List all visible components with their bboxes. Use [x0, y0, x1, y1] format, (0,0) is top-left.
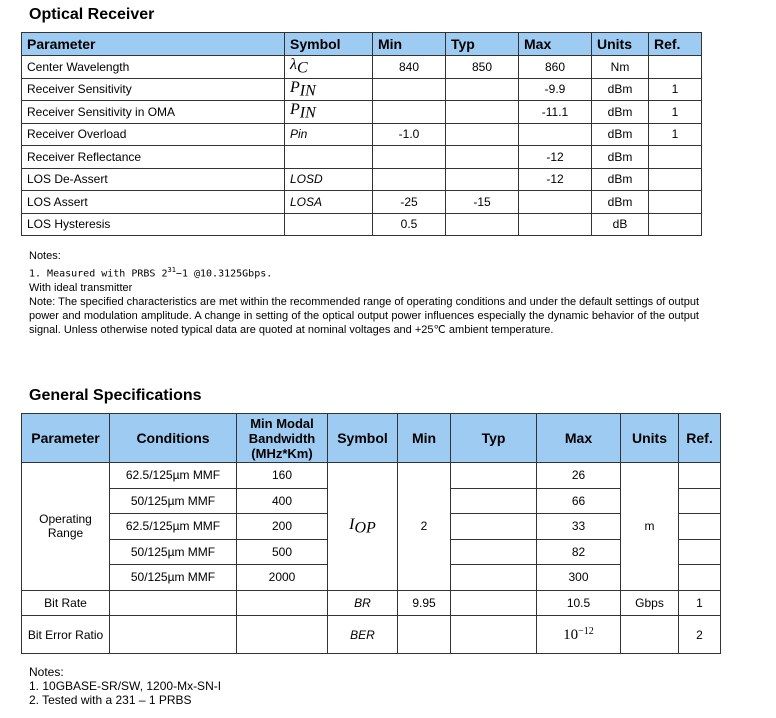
bandwidth-cell: 160 [237, 463, 328, 489]
units-cell: dB [592, 213, 649, 236]
table-row [22, 78, 702, 101]
max-cell: 66 [537, 488, 621, 514]
header-conditions: Conditions [110, 414, 237, 463]
param-cell: Receiver Sensitivity [22, 78, 285, 101]
condition-cell: 50/125µm MMF [110, 488, 237, 514]
condition-cell: 62.5/125µm MMF [110, 514, 237, 540]
symbol-cell [285, 56, 373, 79]
param-cell: LOS De-Assert [22, 168, 285, 191]
operating-range-min: 2 [398, 463, 451, 591]
symbol-cell: Pin [285, 123, 373, 146]
ref-cell [649, 146, 702, 169]
units-cell: Nm [592, 56, 649, 79]
note-2: With ideal transmitter [29, 282, 133, 295]
bitrate-param: Bit Rate [22, 590, 110, 616]
typ-cell [446, 101, 519, 124]
bandwidth-cell [237, 590, 328, 616]
table-row [22, 590, 721, 616]
ref-cell [679, 539, 721, 565]
param-cell: Receiver Sensitivity in OMA [22, 101, 285, 124]
condition-cell [110, 590, 237, 616]
header-typ: Typ [446, 33, 519, 56]
bandwidth-cell: 400 [237, 488, 328, 514]
condition-cell: 50/125µm MMF [110, 565, 237, 591]
note-1: 1. 10GBASE-SR/SW, 1200-Mx-SN-I [29, 679, 222, 693]
symbol-sub: OP [354, 518, 376, 536]
typ-cell [446, 123, 519, 146]
note-3: Note: The specified characteristics are met within the recommended range of operating conditions and under the default settings of output power and modulation amplitude. A change in setting of the optical output power influences especially the dynamic behavior of the output signal. Unless otherwise noted typical data are quoted at nominal voltages and +25℃ ambient temperature. [29, 296, 699, 337]
condition-cell: 62.5/125µm MMF [110, 463, 237, 489]
typ-cell [451, 463, 537, 489]
ref-cell [649, 168, 702, 191]
symbol-main: P [290, 78, 300, 96]
bitrate-max: 10.5 [537, 590, 621, 616]
symbol-cell [285, 213, 373, 236]
notes-label: Notes: [29, 665, 64, 679]
general-specifications-table [21, 413, 721, 654]
header-units: Units [592, 33, 649, 56]
condition-cell [110, 616, 237, 654]
general-specifications-title: General Specifications [29, 387, 202, 404]
max-cell: 26 [537, 463, 621, 489]
optical-receiver-title: Optical Receiver [29, 6, 155, 23]
table-row [22, 616, 721, 654]
typ-cell [451, 616, 537, 654]
header-max: Max [519, 33, 592, 56]
min-cell: -25 [373, 191, 446, 214]
ref-cell [679, 514, 721, 540]
param-cell: LOS Assert [22, 191, 285, 214]
table-row [22, 56, 702, 79]
ber-max [537, 616, 621, 654]
max-cell [519, 123, 592, 146]
ref-cell [679, 463, 721, 489]
table-header-row [22, 33, 702, 56]
bitrate-symbol: BR [328, 590, 398, 616]
max-cell: -12 [519, 146, 592, 169]
header-parameter: Parameter [22, 33, 285, 56]
max-cell: 33 [537, 514, 621, 540]
ref-cell [649, 191, 702, 214]
typ-cell [446, 146, 519, 169]
symbol-main: λ [290, 56, 297, 74]
table-row [22, 168, 702, 191]
condition-cell: 50/125µm MMF [110, 539, 237, 565]
optical-receiver-table [21, 32, 702, 236]
general-notes [29, 665, 221, 707]
operating-range-symbol [328, 463, 398, 591]
note-1-suffix: −1 @10.3125Gbps. [175, 268, 273, 280]
typ-cell [451, 514, 537, 540]
units-cell [621, 616, 679, 654]
header-parameter: Parameter [22, 414, 110, 463]
min-cell [373, 146, 446, 169]
param-cell: Receiver Reflectance [22, 146, 285, 169]
symbol-cell [285, 78, 373, 101]
ref-cell: 1 [649, 101, 702, 124]
ref-cell [679, 565, 721, 591]
units-cell: dBm [592, 168, 649, 191]
max-cell: 82 [537, 539, 621, 565]
header-ref: Ref. [649, 33, 702, 56]
ber-param: Bit Error Ratio [22, 616, 110, 654]
min-cell: 0.5 [373, 213, 446, 236]
units-cell: dBm [592, 123, 649, 146]
header-units: Units [621, 414, 679, 463]
min-cell [373, 78, 446, 101]
max-cell: -12 [519, 168, 592, 191]
typ-cell [451, 539, 537, 565]
header-min-modal-bandwidth: Min Modal Bandwidth (MHz*Km) [237, 414, 328, 463]
header-typ: Typ [451, 414, 537, 463]
bandwidth-cell: 200 [237, 514, 328, 540]
min-cell [398, 616, 451, 654]
units-cell: dBm [592, 191, 649, 214]
max-cell: -9.9 [519, 78, 592, 101]
bitrate-units: Gbps [621, 590, 679, 616]
ber-exp: −12 [578, 625, 594, 637]
max-cell [519, 191, 592, 214]
table-row [22, 213, 702, 236]
bandwidth-cell: 500 [237, 539, 328, 565]
units-cell: dBm [592, 146, 649, 169]
symbol-sub: IN [299, 81, 316, 99]
bandwidth-cell [237, 616, 328, 654]
symbol-main: I [349, 515, 355, 533]
optical-notes [29, 249, 699, 337]
param-cell: Center Wavelength [22, 56, 285, 79]
typ-cell [446, 213, 519, 236]
symbol-cell [285, 101, 373, 124]
table-header-row [22, 414, 721, 463]
min-cell: 840 [373, 56, 446, 79]
typ-cell [446, 78, 519, 101]
units-cell: dBm [592, 78, 649, 101]
min-cell [373, 168, 446, 191]
symbol-cell: LOSA [285, 191, 373, 214]
header-min: Min [373, 33, 446, 56]
max-cell [519, 213, 592, 236]
typ-cell [451, 565, 537, 591]
max-cell: -11.1 [519, 101, 592, 124]
ref-cell: 1 [649, 123, 702, 146]
typ-cell [451, 590, 537, 616]
symbol-sub: C [296, 59, 308, 77]
typ-cell [446, 168, 519, 191]
ref-cell: 1 [649, 78, 702, 101]
notes-label: Notes: [29, 250, 61, 262]
operating-range-units: m [621, 463, 679, 591]
param-cell: LOS Hysteresis [22, 213, 285, 236]
units-cell: dBm [592, 101, 649, 124]
note-2: 2. Tested with a 231 – 1 PRBS [29, 693, 192, 707]
operating-range-label: Operating Range [22, 463, 110, 591]
bitrate-min: 9.95 [398, 590, 451, 616]
max-cell: 300 [537, 565, 621, 591]
table-row [22, 191, 702, 214]
min-cell [373, 101, 446, 124]
symbol-main: P [290, 101, 300, 119]
header-symbol: Symbol [285, 33, 373, 56]
note-1-prefix: 1. Measured with PRBS 2 [29, 268, 168, 280]
typ-cell: 850 [446, 56, 519, 79]
table-row [22, 101, 702, 124]
param-cell: Receiver Overload [22, 123, 285, 146]
max-cell: 860 [519, 56, 592, 79]
symbol-sub: IN [299, 104, 316, 122]
header-symbol: Symbol [328, 414, 398, 463]
ref-cell [649, 56, 702, 79]
bandwidth-cell: 2000 [237, 565, 328, 591]
ref-cell [679, 488, 721, 514]
header-min: Min [398, 414, 451, 463]
table-row [22, 123, 702, 146]
symbol-cell [285, 146, 373, 169]
ref-cell [649, 213, 702, 236]
note-1 [29, 263, 699, 281]
symbol-cell: LOSD [285, 168, 373, 191]
ber-base: 10 [563, 626, 579, 643]
typ-cell: -15 [446, 191, 519, 214]
typ-cell [451, 488, 537, 514]
ber-symbol: BER [328, 616, 398, 654]
header-ref: Ref. [679, 414, 721, 463]
bitrate-ref: 1 [679, 590, 721, 616]
table-row [22, 146, 702, 169]
note-1-sup: 31 [167, 266, 176, 274]
ber-ref: 2 [679, 616, 721, 654]
table-row [22, 463, 721, 489]
min-cell: -1.0 [373, 123, 446, 146]
header-max: Max [537, 414, 621, 463]
